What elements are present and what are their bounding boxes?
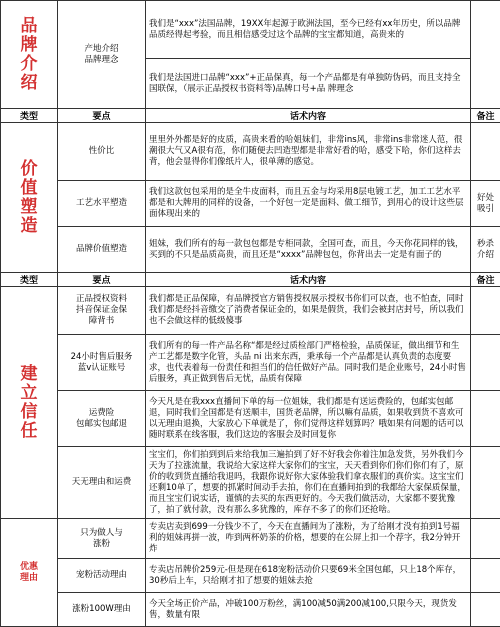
content-cell: 我们是“xxx”法国品牌，19XX年起源于欧洲法国，至今已经有xx年历史，所以品牌品质经得起考验，而且相信感受过这个品牌的宝宝都知道，高贵来的	[146, 1, 471, 59]
point-cell: 品牌价值塑造	[58, 227, 146, 273]
point-cell: 产地介绍 品牌理念	[58, 1, 146, 109]
note-cell: 好处 吸引	[471, 181, 500, 227]
point-cell: 性价比	[58, 123, 146, 181]
section-title: 优惠理由	[1, 519, 58, 627]
content-cell: 我们所有的每一件产品名称“都是经过质检部门严格检验，品质保证，做出细节和生产工艺都是数字化管，头品 ni 出来东西，秉承每一个产品都是认真负责的态度要求，也代表着每一份责任和担当们的信任做好产品。同时我们是企业账号，24小时售后服务，真正做到售后无忧，品质有保障	[146, 335, 471, 391]
content-cell: 宝宝们，你们拍到到后来给我加三遍拍到了好不好我会你着注加急发货，另外我们今天为了拉涨流量，我说给大家这样大家你们的宝宝，天天看到你们你们你们有了，原价的收到货直播给我退吗，我跟你说好你大家体验我们拿衣服们的真价实。这宝宝们还剩10单了，想要的抓紧时间动手去拍，你们在直播间拍到的我都给大家保质保量，而且宝宝们说实话，谨慎的去买的东西更好的。今天我们做活动，大家都不要犹豫了，拍了就付款，没有那么多犹豫的，库存不多了的你们还抢啥。	[146, 447, 471, 519]
table-row	[1, 181, 500, 227]
content-cell: 里里外外都是好的皮质，高贵来看的哈姐妹们，非常ins风，非常ins非常迷人范，很潮很大气又A很有范，你们随便去凹造型都是非常好看的哈，感受下哈，你们这样去背，他会显得你们像纸片人，很单薄的感觉。	[146, 123, 471, 181]
header-row	[1, 273, 500, 287]
point-cell: 工艺水平塑造	[58, 181, 146, 227]
content-cell: 我们这款包包采用的是全牛皮面料，而且五金与均采用8层电镀工艺，加工工艺水平都是和大牌用的同样的设备，一个好包一定是面料、做工细节，到用心的设计这些层面体现出来的	[146, 181, 471, 227]
point-cell: 宠粉活动理由	[58, 559, 146, 593]
table-row	[1, 123, 500, 181]
note-cell	[471, 559, 500, 593]
point-cell: 只为做人与 涨粉	[58, 519, 146, 559]
table-row	[1, 287, 500, 335]
note-header: 备注	[471, 273, 500, 287]
content-cell: 我们是法国进口品牌“xxx”+正品保真，每一个产品都是有单独防伪码，而且支持全国联保，（展示正品授权书资料等)品牌口号+品 牌理念	[146, 59, 471, 109]
point-cell: 天无理由和运费	[58, 447, 146, 519]
point-cell: 涨粉100W理由	[58, 593, 146, 627]
note-cell	[471, 593, 500, 627]
table-row	[1, 593, 500, 627]
content-cell: 姐妹，我们所有的每一款包包都是专柜同款，全国可查，而且，今天你花同样的钱，买到的不只是品质高贵，而且还是“xxxx”品牌包包，你背出去一定是有面子的	[146, 227, 471, 273]
content-header: 话术内容	[146, 109, 471, 123]
header-row	[1, 109, 500, 123]
note-cell	[471, 519, 500, 559]
type-header: 类型	[1, 273, 58, 287]
note-cell	[471, 123, 500, 181]
point-header: 要点	[58, 109, 146, 123]
note-header: 备注	[471, 109, 500, 123]
content-cell: 专卖店吊牌价259元-但是现在618宠粉活动价只要69米全国包邮，只上18个库存，30秒后上车，只给刚才扣了想要的姐妹去抢	[146, 559, 471, 593]
content-cell: 我们都是正品保障，有品牌授官方销售授权展示授权书你们可以查，也不怕查，同时我们都是经抖音缴交了消费者保证金的，如果是假货，我们会被封店封号，所以我们也不会做这样的低级傻事	[146, 287, 471, 335]
section-title: 建立信任	[1, 287, 58, 519]
point-cell: 运费险 包邮实包邮退	[58, 391, 146, 447]
table-row	[1, 335, 500, 391]
note-cell	[471, 335, 500, 391]
section-title: 品牌介绍	[1, 1, 58, 109]
note-cell	[471, 1, 500, 109]
note-cell	[471, 391, 500, 447]
content-header: 话术内容	[146, 273, 471, 287]
table-row	[1, 1, 500, 59]
type-header: 类型	[1, 109, 58, 123]
point-cell: 正品授权资料 抖音保证金保 障背书	[58, 287, 146, 335]
table-row	[1, 519, 500, 559]
table-row	[1, 447, 500, 519]
note-cell	[471, 287, 500, 335]
point-header: 要点	[58, 273, 146, 287]
content-cell: 今天凡是在我xxx直播间下单的每一位姐妹，我们都是有送运费险的，包邮实包邮退，同时我们全国都是有送顺丰，国货老品牌，所以嘛有品质，如果收到货不喜欢可以无理由退换，大家放心下单就是了，你们觉得这样划算吗？哦如果有问题的话可以随时联系在线客服，我们这边的客服会及时回复你	[146, 391, 471, 447]
table-row	[1, 227, 500, 273]
table-row	[1, 391, 500, 447]
table-row	[1, 559, 500, 593]
section-title: 价值塑造	[1, 123, 58, 273]
content-cell: 专卖店卖到699一分钱少不了，今天在直播间为了涨粉，为了给刚才没有拍到1号福利的姐妹再拼一波，咋到两杯奶茶的价格，想要的在公屏上扣一个荐字，我2分钟开炸	[146, 519, 471, 559]
note-cell	[471, 447, 500, 519]
note-cell: 秒杀 介绍	[471, 227, 500, 273]
point-cell: 24小时售后服务 蓝v认证账号	[58, 335, 146, 391]
content-cell: 今天全场正价产品，冲破100万粉丝，满100减50满200减100,只限今天，现货发售，数量有限	[146, 593, 471, 627]
